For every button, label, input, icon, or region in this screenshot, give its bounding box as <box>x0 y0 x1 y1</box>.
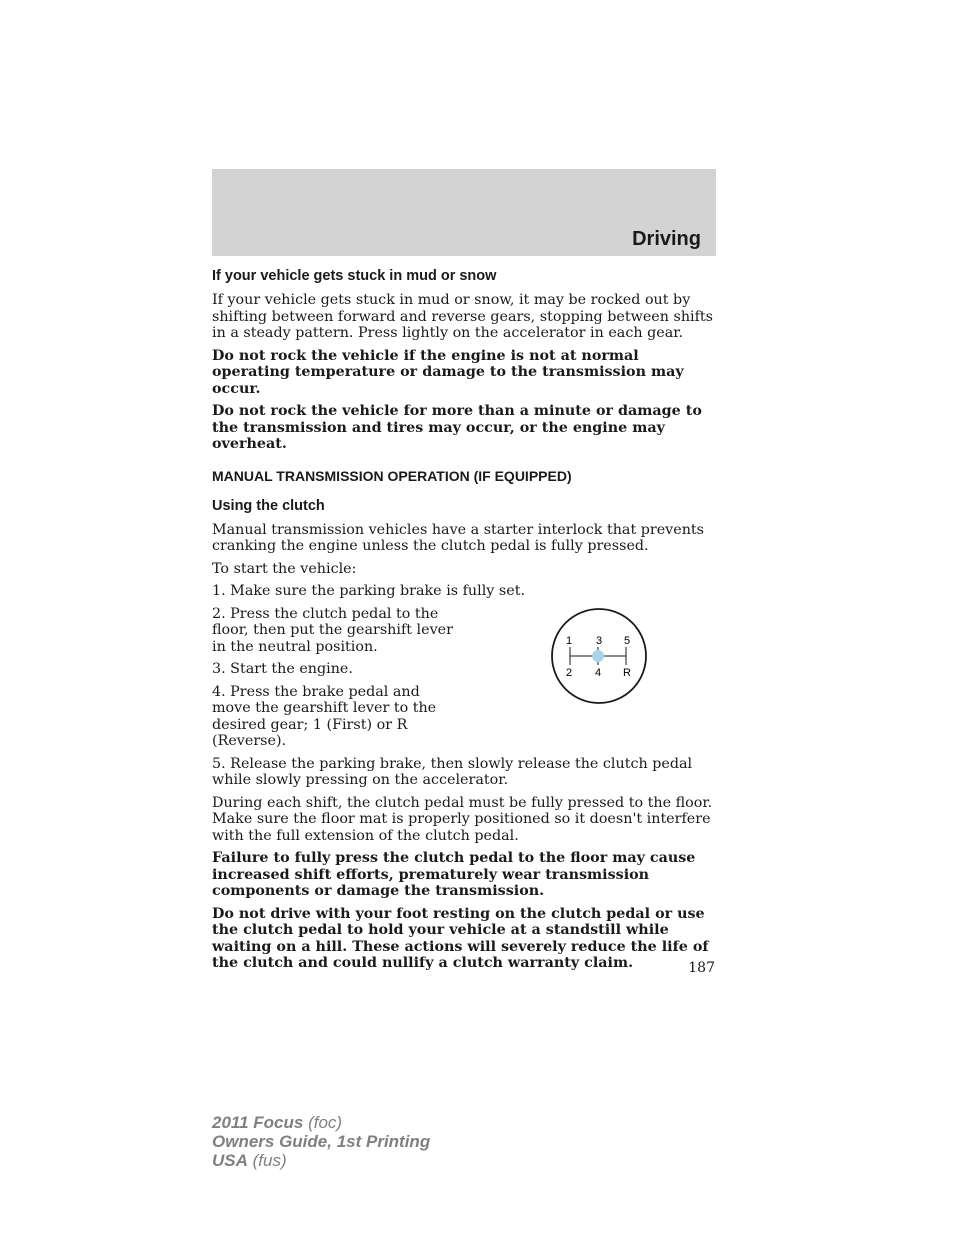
gear-label-r: R <box>623 666 631 679</box>
gear-label-4: 4 <box>594 666 602 679</box>
footer-region-code: (fus) <box>252 1151 287 1170</box>
steps-with-diagram <box>212 606 716 750</box>
clutch-warning-2: Do not drive with your foot resting on the clutch pedal or use the clutch pedal to hold your vehicle at a standstill while waiting on a hill. These actions will severely reduce the life of the clutch and could nullify a clutch warranty claim. <box>212 905 709 971</box>
gear-label-2: 2 <box>565 666 573 679</box>
manual-transmission-heading: MANUAL TRANSMISSION OPERATION (IF EQUIPPED) <box>212 467 572 484</box>
stuck-heading: If your vehicle gets stuck in mud or snow <box>212 268 497 284</box>
step-4: 4. Press the brake pedal and move the gearshift lever to the desired gear; 1 (First) or R (Reverse). <box>212 683 437 749</box>
manual-body: Manual transmission vehicles have a starter interlock that prevents cranking the engine unless the clutch pedal is fully pressed. <box>212 521 705 554</box>
footer-model: 2011 Focus <box>212 1113 304 1132</box>
gear-label-1: 1 <box>565 634 573 647</box>
stuck-body: If your vehicle gets stuck in mud or snow, it may be rocked out by shifting between forward and reverse gears, stopping between shifts in a steady pattern. Press lightly on the accelerator in each gear. <box>212 292 713 341</box>
stuck-warning-2: Do not rock the vehicle for more than a minute or damage to the transmission and tires may occur, or the engine may overheat. <box>212 403 702 452</box>
gearshift-pattern-diagram <box>549 606 649 706</box>
step-2: 2. Press the clutch pedal to the floor, then put the gearshift lever in the neutral position. <box>212 605 453 655</box>
footer-region: USA <box>212 1151 248 1170</box>
footer-guide: Owners Guide, 1st Printing <box>212 1132 431 1151</box>
step-5: 5. Release the parking brake, then slowly release the clutch pedal while slowly pressing on the accelerator. <box>212 755 693 788</box>
gear-label-5: 5 <box>623 634 631 647</box>
stuck-warning-1: Do not rock the vehicle if the engine is not at normal operating temperature or damage to the transmission may occur. <box>212 347 684 397</box>
neutral-position-dot <box>592 650 604 662</box>
section-header-bar <box>212 169 716 256</box>
gear-label-3: 3 <box>595 634 603 647</box>
step-3: 3. Start the engine. <box>212 661 353 677</box>
footer-model-code: (foc) <box>308 1113 343 1132</box>
step-1: 1. Make sure the parking brake is fully set. <box>212 583 525 599</box>
page-content <box>212 266 716 978</box>
section-title: Driving <box>632 228 701 250</box>
start-intro: To start the vehicle: <box>212 560 357 577</box>
document-footer <box>212 1113 430 1170</box>
shift-note: During each shift, the clutch pedal must be fully pressed to the floor. Make sure the floor mat is properly positioned so it doesn't interfere with the full extension of the clutch pedal. <box>212 794 713 844</box>
page-number: 187 <box>688 960 715 976</box>
clutch-warning-1: Failure to fully press the clutch pedal to the floor may cause increased shift efforts, prematurely wear transmission components or damage the transmission. <box>212 850 696 899</box>
using-clutch-heading: Using the clutch <box>212 497 325 514</box>
